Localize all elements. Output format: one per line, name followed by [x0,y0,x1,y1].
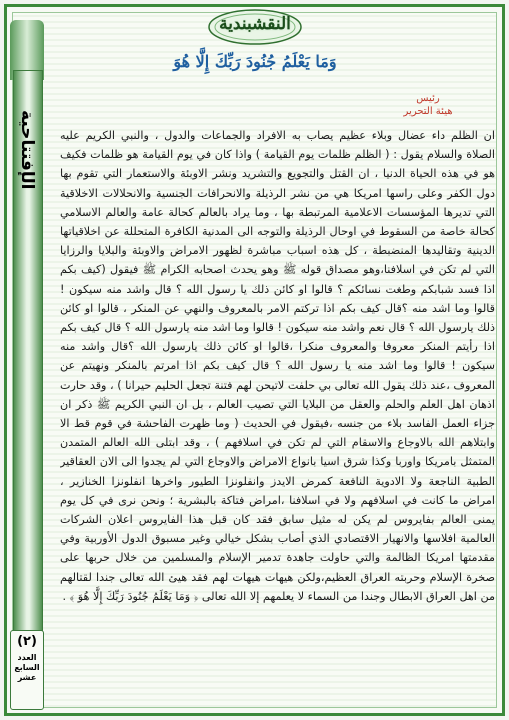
article-paragraph: ان الظلم داء عضال وبلاء عظيم يصاب به الافراد والجماعات والدول ، والنبي الكريم عليه الصلاة والسلام يقول : ( الظلم ظلمات يوم القيامة ) واذا كان في يوم القيامة هو ظلمات فكيف هو في هذه الحياة الدنيا ، ان القتل والتجويع والتشريد ونشر الاوبئة والاستعمار التي تقوم بها دول الكفر وعلى راسها امريكا هي من نشر الرذيلة والانحرافات الجنسية والانحلالات الاخلاقية التي تديرها المؤسسات الاعلامية المرتبطة بها ، وما يراد بالعالم كحالة عامة والعالم الاسلامي كحالة خاصة من السقوط في اوحال الرذيلة والتوجه الى المدنية الكافرة المتحللة عن اخلاقياتها الدينية وتقاليدها المنضبطة ، كل هذه اسباب مباشرة لظهور الامراض والاوبئة والبلايا والرزايا التي لم تكن في اسلافنا،وهو مصداق قوله ﷺ وهو يحدث اصحابه الكرام ﷺ فيقول (كيف بكم اذا فسد شبابكم وطغت نسائكم ؟ قالوا او كائن ذلك يا رسول الله ؟ قال واشد منه سيكون ! قالوا وما اشد منه ؟قال كيف بكم اذا تركتم الامر بالمعروف والنهي عن المنكر ، قالوا او كائن ذلك يارسول الله ؟ قال نعم واشد منه سيكون ! قالوا وما اشد منه يارسول الله ؟ قال كيف بكم اذا رأيتم المنكر معروفا والمعروف منكرا ،قالوا او كائن ذلك يارسول الله ؟قال واشد منه سيكون ! قالوا وما اشد منه يا رسول الله ؟ قال كيف بكم اذا امرتم بالمنكر ونهيتم عن المعروف ،عند ذلك يقول الله تعالى بي حلفت لاتيحن لهم فتنة تجعل الحليم حيرانا ) ، وقد حارت اذهان اهل العلم والحلم والعقل من البلايا التي تصيب العالم ، بل ان النبي الكريم ﷺ ذكر ان جزاء العمل الفاسد بلاء من جنسه ،فيقول في الحديث ( وما ظهرت الفاحشة في قوم قط الا وابتلاهم الله بالاوجاع والاسقام التي لم تكن في اسلافهم ) ، وقد ابتلى الله العالم المتمدن المتمثل بامريكا واوربا وكذا شرق اسيا بانواع الامراض والاوجاع التي لم يجدوا الى الان العقاقير الطبية الناجعة ولا الادوية النافعة كمرض الايدز وانفلونزا الطيور واخرها انفلونزا الخنازير ، امراض ما كانت في اسلافهم ولا في اسلافنا ،امراض فتاكة بالبشرية ؛ ونحن نرى في كل يوم يمنى العالم بفايروس لم يكن له مثيل سابق فقد كان قبل هذا الفايروس اعلان الشركات العالمية افلاسها والانهيار الاقتصادي الذي أصاب بشكل خيالي وغير مسبوق الدول الأوربية وفي مقدمتها امريكا الظالمة والتي حاولت جاهدة تدمير الإسلام والمسلمين من خلال حربها على صخرة الإسلام وحربته العراق العظيم،ولكن هيهات هيهات لهم فقد هيئ الله تعالى جندا لقتالهم من اهل العراق الابطال وجندا من السماء لا يعلمهم إلا الله تعالى ﴿ وَمَا يَعْلَمُ جُنُودَ رَبِّكَ إِلَّا هُوَ ﴾ . [60,129,495,603]
side-ribbon [10,20,44,710]
issue-number: (٢) [17,634,37,649]
issue-label: العدد السابع عشر [14,653,40,682]
author-title-line2: هيئة التحرير [403,106,453,117]
magazine-logo [208,8,302,46]
section-label-text: الإفتتاحية [17,110,37,190]
ribbon-section-label [13,80,41,220]
issue-badge [10,630,44,710]
author-title [378,92,478,118]
article-body [60,126,495,706]
author-title-line1: رئيس [416,93,440,104]
header-verse: وَمَا يَعْلَمُ جُنُودَ رَبِّكَ إِلَّا هُوَ [173,52,337,71]
logo-text: النقشبندية [219,14,291,34]
